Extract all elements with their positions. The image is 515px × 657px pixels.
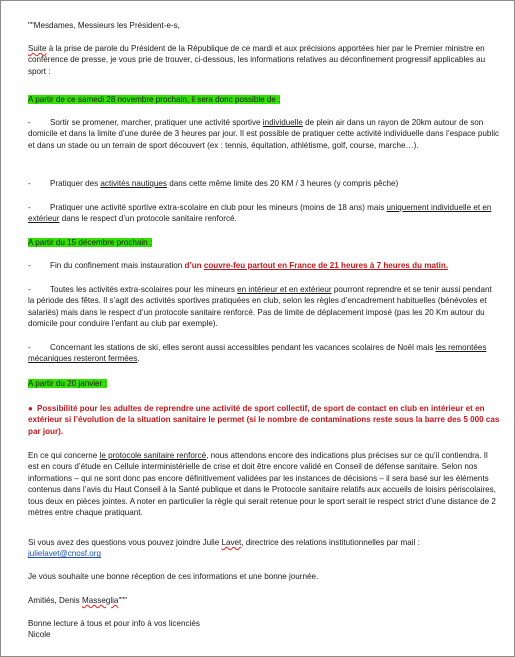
paragraph-protocole bbox=[28, 450, 500, 518]
p1-text-b: de plein air dans un rayon de 20km autour de son domicile et dans la limite d’une durée de 3 heures par jour. Il est possible de pratiquer cette activité individuelle dans l’espace public et dans un stade ou un terrain de sport découvert (ex : tennis, équitation, athlétisme, golf, course, marche…). bbox=[28, 118, 500, 150]
heading-20-janvier-text: A partir du 20 janvier : bbox=[28, 379, 107, 388]
round-bullet-icon: ● bbox=[28, 404, 33, 413]
section-heading-20-janvier bbox=[28, 378, 107, 389]
p5-text-b: pourront reprendre et se tenir aussi pendant la période des fêtes. Il s’agit des activités sportives pratiquées en club, selon les règles d’encadrement habituelles (bénévoles et salariés) mais dans le respect d’un protocole sanitaire renforcé. Pas de limite de déplacement imposé (pas les 20 Km autour du domicile pour conduire l’enfant au club par exemple). bbox=[28, 285, 492, 329]
dash-bullet: - bbox=[28, 261, 31, 270]
signature-line bbox=[28, 595, 127, 606]
dash-bullet: - bbox=[28, 179, 31, 188]
p4-text-a: Fin du confinement mais instauration bbox=[50, 261, 185, 270]
paragraph-nautiques bbox=[28, 178, 500, 189]
paragraph-couvre-feu bbox=[28, 260, 500, 271]
dash-bullet: - bbox=[28, 203, 31, 212]
p3-underlined: uniquement individuelle et en extérieur bbox=[28, 203, 492, 224]
email-link[interactable]: julielavet@cnosf.org bbox=[28, 549, 102, 559]
intro-text: à la prise de parole du Président de la République de ce mardi et aux précisions apportées hier par le Premier ministre en conférence de presse, je vous prie de trouver, ci-dessous, les informations relatives au déconfinement progressif applicables au sport : bbox=[28, 44, 486, 76]
p6-text-a: Concernant les stations de ski, elles seront aussi accessibles pendant les vacances scolaires de Noël mais bbox=[50, 343, 436, 352]
intro-paragraph bbox=[28, 43, 500, 77]
closing-line-2: Nicole bbox=[28, 630, 51, 640]
closing-note bbox=[28, 618, 500, 641]
p3-text-b: dans le respect d’un protocole sanitaire renforcé. bbox=[59, 214, 237, 224]
paragraph-stations-ski bbox=[28, 342, 500, 365]
p4-red-underlined: couvre-feu partout en France de 21 heures à 7 heures du matin. bbox=[203, 261, 449, 270]
p5-text-a: Toutes les activités extra-scolaires pour les mineurs bbox=[50, 285, 238, 294]
p9-text-a: Si vous avez des questions vous pouvez joindre Julie bbox=[28, 538, 222, 547]
intro-suite: Suite bbox=[28, 44, 47, 53]
greeting: ""Mesdames, Messieurs les Président-e-s, bbox=[28, 21, 180, 30]
closing-line-1: Bonne lecture à tous et pour info à vos licenciés bbox=[28, 619, 200, 628]
paragraph-extra-scolaires bbox=[28, 284, 500, 330]
p4-red-text: d’un bbox=[184, 261, 204, 270]
p8-underlined: le protocole sanitaire renforcé bbox=[99, 451, 207, 460]
p11-text-b: """ bbox=[118, 596, 128, 605]
p6-text-b: . bbox=[137, 354, 140, 364]
p2-text-b: dans cette même limite des 20 KM / 3 heures (y compris pêche) bbox=[166, 179, 399, 188]
p9-text-b: , directrice des relations institutionnelles par mail : bbox=[241, 538, 420, 547]
section-heading-15-decembre bbox=[28, 237, 152, 248]
p2-text-a: Pratiquer des bbox=[50, 179, 101, 188]
p8-text-b: , nous attendons encore des indications plus précises sur ce qu’il contiendra. Il est en cours d’étude en Cellule interministérielle de crise et doit être encore validé en Conseil de défense sanitaire. Selon nos informations – qui ne sont donc pas encore définitivement validées par les instances de décisions – il sera basé sur les éléments contenus dans l’avis du Haut Conseil à la Santé publique et dans le Protocole sanitaire relatifs aux accueils de loisirs périscolaires, tous deux en pièces jointes. A noter en particulier la règle qui serait retenue pour le sport serait le respect strict d’une distance de 2 mètres entre chaque pratiquant. bbox=[28, 451, 496, 518]
heading-28-novembre-text: A partir de ce samedi 28 novembre prochain, il sera donc possible de : bbox=[28, 95, 281, 104]
paragraph-mineurs-club bbox=[28, 202, 500, 225]
dash-bullet: - bbox=[28, 285, 31, 294]
section-heading-28-novembre bbox=[28, 94, 280, 105]
paragraph-bonne-reception: Je vous souhaite une bonne réception de ces informations et une bonne journée. bbox=[28, 572, 319, 581]
p3-text-a: Pratiquer une activité sportive extra-scolaire en club pour les mineurs (moins de 18 ans) mais bbox=[50, 203, 387, 212]
p5-underlined: en intérieur et en extérieur bbox=[237, 285, 332, 294]
p1-underlined: individuelle bbox=[262, 118, 303, 127]
p6-underlined: les remontées mécaniques resteront fermées bbox=[28, 343, 487, 364]
dash-bullet: - bbox=[28, 118, 31, 127]
paragraph-promenade bbox=[28, 117, 500, 151]
p11-name-masseglia: Masseglia bbox=[81, 596, 119, 605]
heading-15-decembre-text: A partir du 15 décembre prochain : bbox=[28, 238, 153, 247]
p1-text-a: Sortir se promener, marcher, pratiquer une activité sportive bbox=[50, 118, 263, 127]
paragraph-adultes-sport-collectif bbox=[28, 403, 500, 437]
dash-bullet: - bbox=[28, 343, 31, 352]
p8-text-a: En ce qui concerne bbox=[28, 451, 100, 460]
p7-red-text: Possibilité pour les adultes de reprendre une activité de sport collectif, de sport de contact en club en intérieur et en extérieur si l’évolution de la situation sanitaire le permet (si le nombre de contaminations reste sous la barre des 5 000 cas par jour). bbox=[28, 404, 500, 436]
p9-name-lavet: Lavet bbox=[221, 538, 242, 547]
p2-underlined: activités nautiques bbox=[100, 179, 167, 188]
p11-text-a: Amitiés, Denis bbox=[28, 596, 82, 605]
paragraph-contact bbox=[28, 537, 500, 560]
